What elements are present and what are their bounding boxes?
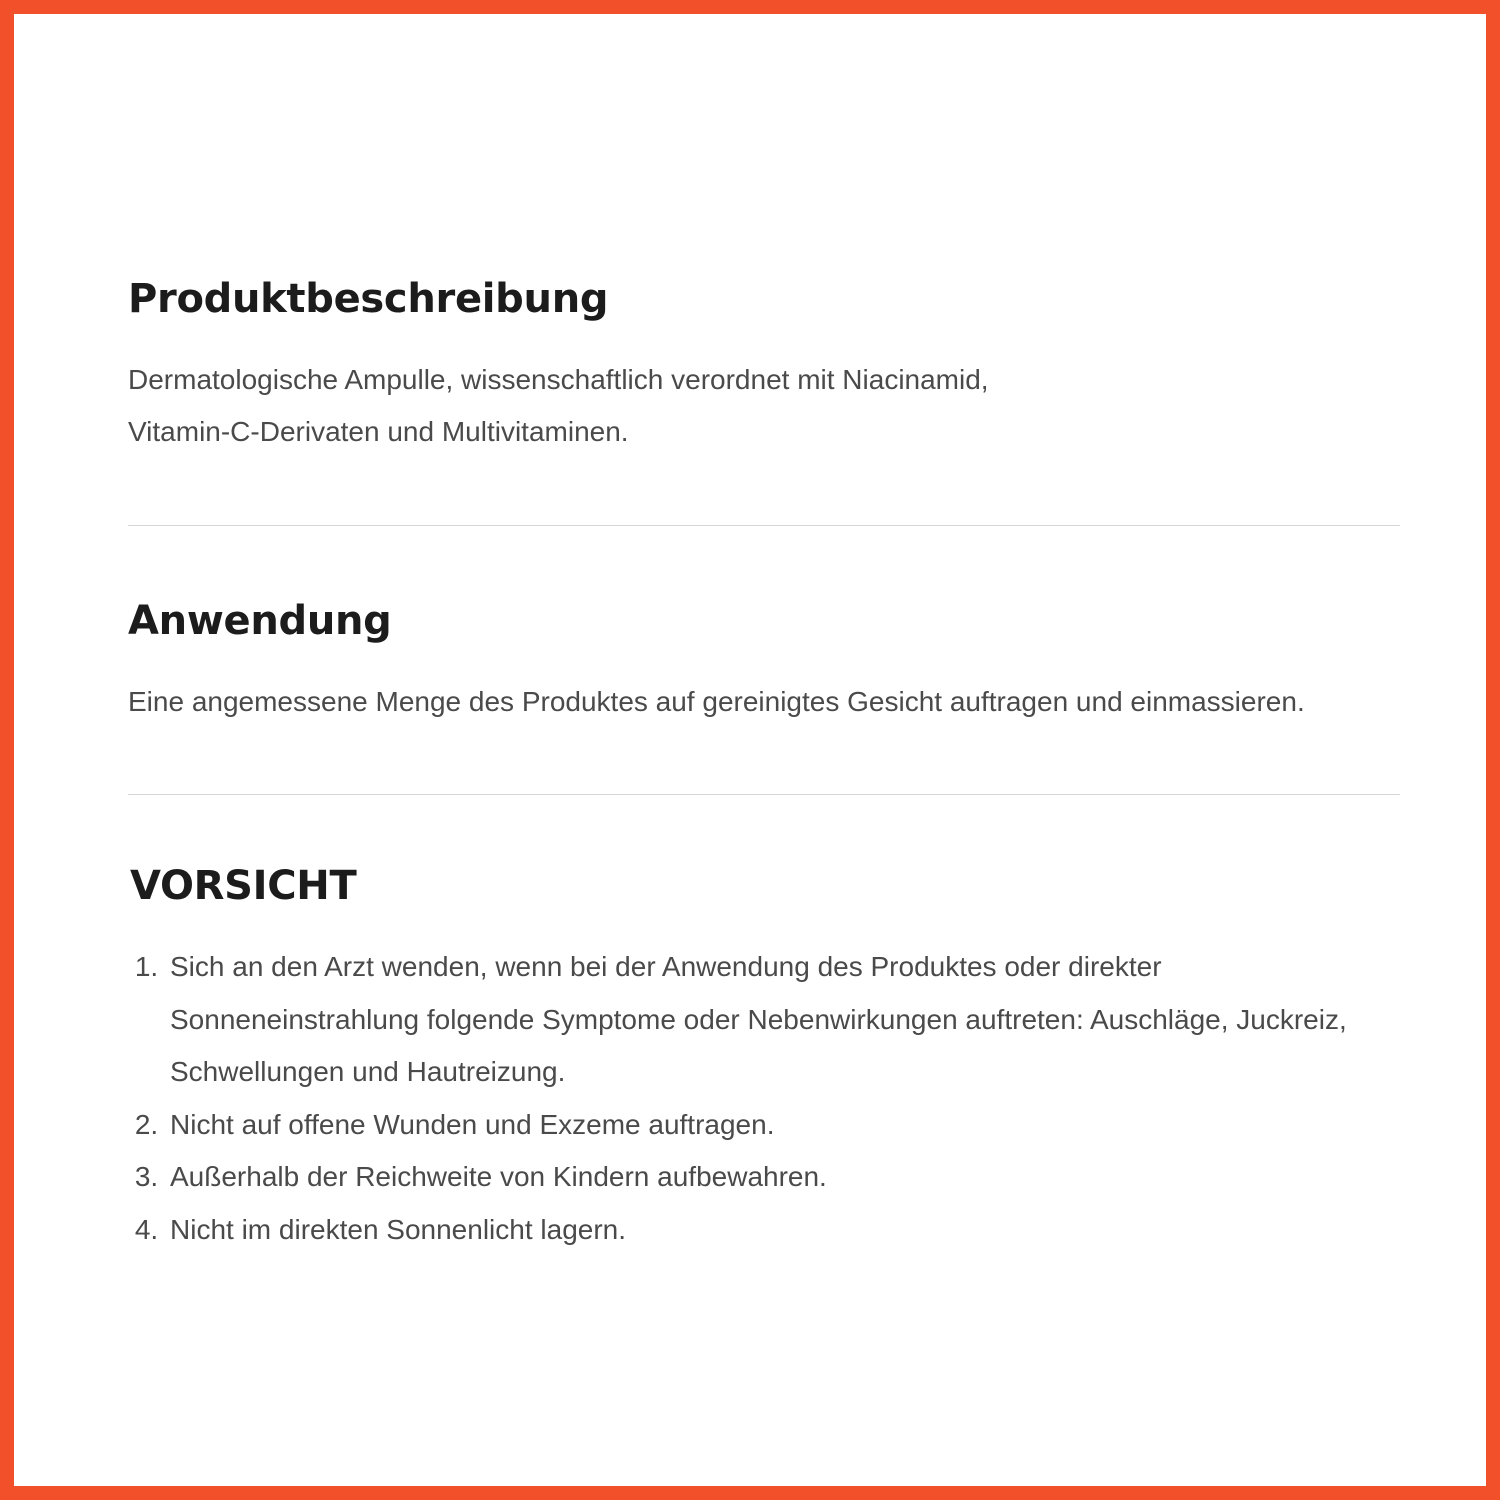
product-description-line-2: Vitamin-C-Derivaten und Multivitaminen. <box>128 416 629 447</box>
usage-text: Eine angemessene Menge des Produktes auf gereinigtes Gesicht auftragen und einmassieren. <box>128 686 1305 717</box>
section-divider <box>128 794 1400 795</box>
usage-heading: Anwendung <box>128 598 392 644</box>
product-description-line-1: Dermatologische Ampulle, wissenschaftlich verordnet mit Niacinamid, <box>128 364 989 395</box>
section-divider <box>128 525 1400 526</box>
product-description-heading: Produktbeschreibung <box>128 276 609 322</box>
caution-item: 4. Nicht im direkten Sonnenlicht lagern. <box>166 1204 1396 1257</box>
caution-heading: VORSICHT <box>130 863 357 909</box>
caution-item: 3. Außerhalb der Reichweite von Kindern aufbewahren. <box>166 1151 1396 1204</box>
product-description-text <box>128 354 989 458</box>
caution-list <box>128 941 1396 1256</box>
caution-item: 2. Nicht auf offene Wunden und Exzeme auftragen. <box>166 1099 1396 1152</box>
caution-item: 1. Sich an den Arzt wenden, wenn bei der Anwendung des Produktes oder direkter Sonneneinstrahlung folgende Symptome oder Nebenwirkungen auftreten: Auschläge, Juckreiz, Schwellungen und Hautreizung. <box>166 941 1396 1099</box>
